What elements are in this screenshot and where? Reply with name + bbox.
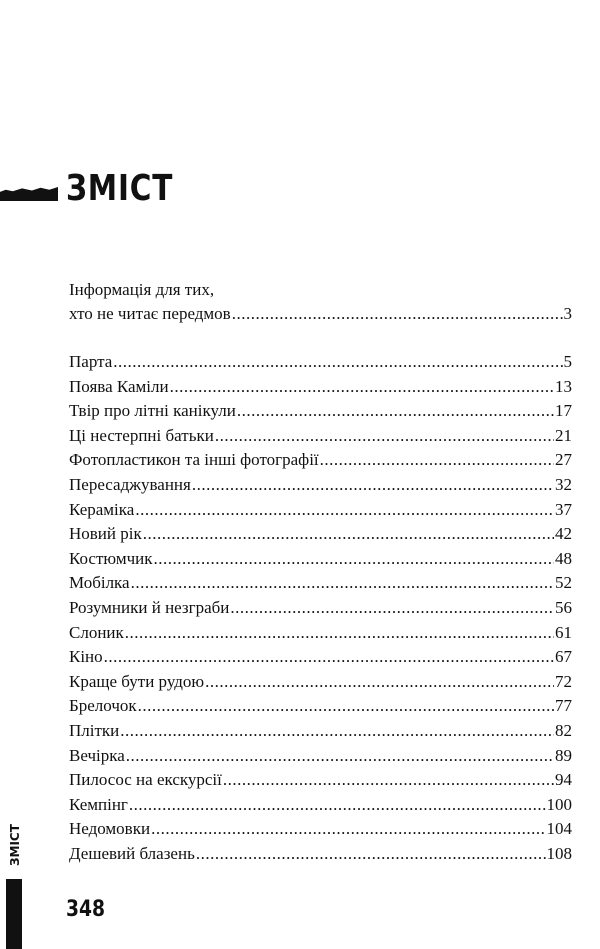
toc-entry-page: 21: [555, 425, 572, 445]
dot-leader: [230, 596, 554, 621]
toc-entry[interactable]: [69, 350, 572, 375]
dot-leader: [143, 522, 554, 547]
toc-entry[interactable]: [69, 399, 572, 424]
toc-entry-title: Недомовки: [69, 819, 151, 839]
toc-entry[interactable]: [69, 719, 572, 744]
toc-entry[interactable]: [69, 596, 572, 621]
toc-entry-page: 5: [563, 352, 572, 371]
toc-entry-title: Дешевий блазень: [69, 843, 195, 863]
dot-leader: [135, 498, 554, 523]
toc-entry-page: 17: [555, 401, 572, 421]
toc-entry-title: Слоник: [69, 622, 124, 642]
page-number: 348: [66, 897, 106, 922]
toc-intro-entry[interactable]: [69, 278, 572, 326]
toc-intro-page: 3: [563, 304, 572, 323]
toc-entry-page: 48: [555, 548, 572, 568]
toc-entry[interactable]: [69, 817, 572, 842]
toc-entry[interactable]: [69, 768, 572, 793]
dot-leader: [196, 842, 546, 867]
toc-entry[interactable]: [69, 670, 572, 695]
dot-leader: [126, 744, 554, 769]
toc-entry[interactable]: [69, 522, 572, 547]
toc-entry-title: Пересаджування: [69, 474, 191, 494]
toc-entry-title: Краще бути рудою: [69, 671, 205, 691]
dot-leader: [129, 793, 546, 818]
dot-leader: [138, 694, 554, 719]
toc-entry-title: Розумники й незграби: [69, 597, 230, 617]
toc-entry[interactable]: [69, 793, 572, 818]
dot-leader: [104, 645, 554, 670]
toc-entry-page: 13: [555, 376, 572, 396]
dot-leader: [170, 375, 554, 400]
toc-entry-page: 37: [555, 499, 572, 519]
toc-entry-title: Кемпінг: [69, 794, 128, 814]
toc-entry-page: 77: [555, 696, 572, 716]
toc-entry-page: 108: [546, 843, 572, 863]
toc-entry[interactable]: [69, 694, 572, 719]
toc-entry-title: Ці нестерпні батьки: [69, 425, 214, 445]
toc-entry-page: 100: [546, 794, 572, 814]
toc-entry-title: Твір про літні канікули: [69, 401, 236, 421]
dot-leader: [151, 817, 545, 842]
toc-entry[interactable]: [69, 645, 572, 670]
toc-entry-page: 56: [555, 597, 572, 617]
dot-leader: [320, 448, 554, 473]
toc-entry-page: 82: [555, 720, 572, 740]
toc-entry-title: Пилосос на екскурсії: [69, 770, 222, 790]
side-decoration-bar: [6, 879, 22, 949]
side-section-label: ЗМІСТ: [8, 824, 22, 866]
toc-entry-page: 42: [555, 524, 572, 544]
toc-entry[interactable]: [69, 621, 572, 646]
toc-entry-title: Вечірка: [69, 745, 125, 765]
toc-entry-title: Костюмчик: [69, 548, 153, 568]
toc-entry-title: Плітки: [69, 720, 120, 740]
toc-entry-page: 94: [555, 770, 572, 790]
toc-entry[interactable]: [69, 498, 572, 523]
dot-leader: [154, 547, 554, 572]
dot-leader: [215, 424, 554, 449]
toc-intro-line2: хто не читає передмов: [69, 304, 231, 323]
toc-entry[interactable]: [69, 473, 572, 498]
toc-entry-page: 67: [555, 647, 572, 667]
dot-leader: [120, 719, 554, 744]
toc-entry-title: Фотопластикон та інші фотографії: [69, 450, 319, 470]
dot-leader: [131, 571, 554, 596]
dot-leader: [125, 621, 554, 646]
toc-entry[interactable]: [69, 448, 572, 473]
toc-entry-page: 104: [546, 819, 572, 839]
toc-entry-title: Парта: [69, 352, 113, 371]
toc-entry[interactable]: [69, 424, 572, 449]
toc-entry-page: 27: [555, 450, 572, 470]
dot-leader: [192, 473, 554, 498]
toc-entry-title: Мобілка: [69, 573, 130, 593]
toc-entry-page: 32: [555, 474, 572, 494]
toc-entry[interactable]: [69, 375, 572, 400]
title-decoration-bar: [0, 187, 58, 201]
toc-entry-title: Поява Каміли: [69, 376, 169, 396]
dot-leader: [205, 670, 554, 695]
toc-intro-line1: Інформація для тих,: [69, 280, 215, 299]
page-title: ЗМІСТ: [66, 168, 174, 209]
dot-leader: [232, 302, 563, 326]
toc-entry[interactable]: [69, 571, 572, 596]
toc-entry-page: 89: [555, 745, 572, 765]
toc-entry[interactable]: [69, 842, 572, 867]
dot-leader: [223, 768, 554, 793]
toc-entry-title: Кіно: [69, 647, 103, 667]
toc-entry-title: Кераміка: [69, 499, 135, 519]
table-of-contents: [69, 350, 572, 866]
toc-entry-title: Брелочок: [69, 696, 137, 716]
dot-leader: [113, 350, 562, 375]
toc-entry[interactable]: [69, 547, 572, 572]
toc-entry-page: 72: [555, 671, 572, 691]
toc-entry-page: 61: [555, 622, 572, 642]
toc-entry[interactable]: [69, 744, 572, 769]
toc-entry-title: Новий рік: [69, 524, 142, 544]
toc-entry-page: 52: [555, 573, 572, 593]
dot-leader: [237, 399, 554, 424]
